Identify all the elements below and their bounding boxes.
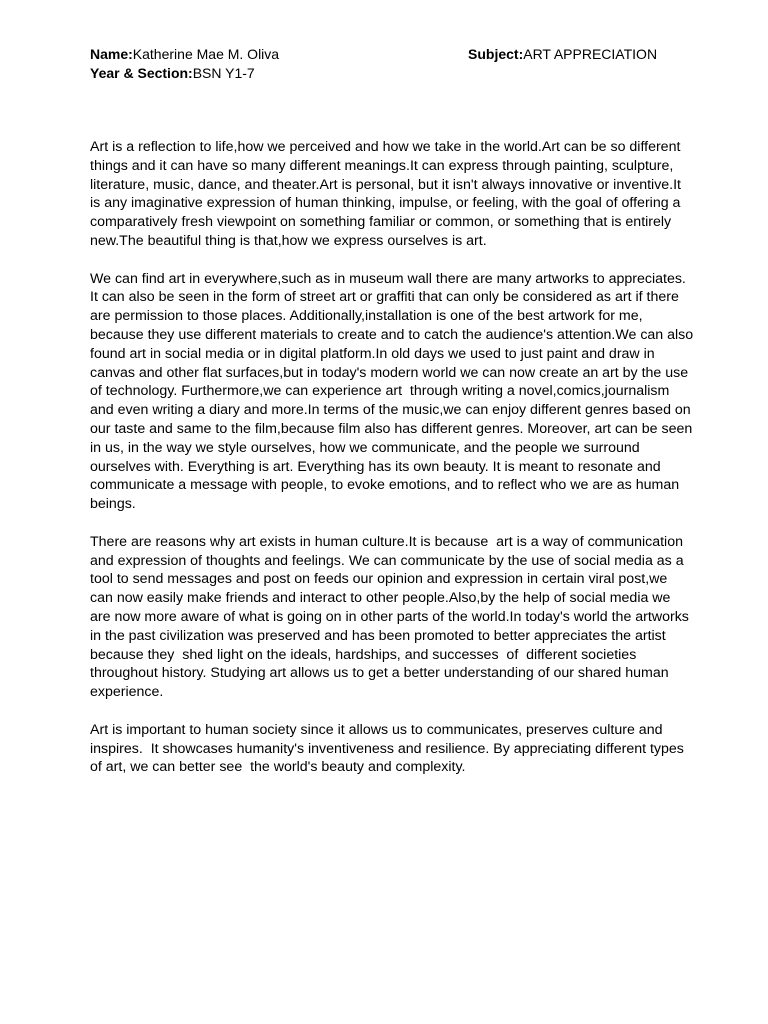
paragraph-line: tool to send messages and post on feeds our opinion and expression in certain viral post,we: [90, 571, 668, 588]
paragraph-line: inspires. It showcases humanity's inventiveness and resilience. By appreciating different types: [90, 740, 684, 757]
paragraph-line: can now easily make friends and interact to other people.Also,by the help of social media we: [90, 590, 671, 607]
paragraph-line: throughout history. Studying art allows us to get a better understanding of our shared human: [90, 665, 669, 682]
name-value: Katherine Mae M. Oliva: [132, 46, 280, 62]
paragraph-line: literature, music, dance, and theater.Art is personal, but it isn't always innovative or inventive.It: [90, 176, 681, 193]
essay-paragraph: [90, 270, 694, 514]
paragraph-line: communicate a message with people, to evoke emotions, and to reflect who we are as human: [90, 477, 680, 494]
paragraph-line: found art in social media or in digital platform.In old days we used to just paint and draw in: [90, 345, 655, 362]
paragraph-line: our taste and same to the film,because film also has different genres. Moreover, art can be seen: [90, 420, 693, 437]
subject-field: [468, 45, 657, 64]
paragraph-line: experience.: [90, 684, 164, 701]
document-header: [90, 45, 690, 83]
paragraph-line: in us, in the way we style ourselves, how we communicate, and the people we surround: [90, 439, 640, 456]
paragraph-line: are permission to those places. Additionally,installation is one of the best artwork for me,: [90, 308, 643, 325]
paragraph-line: and even writing a diary and more.In terms of the music,we can enjoy different genres based on: [90, 402, 691, 419]
essay-paragraph: [90, 533, 690, 702]
paragraph-line: We can find art in everywhere,such as in museum wall there are many artworks to appreciates.: [90, 270, 686, 287]
header-row-1: [90, 45, 690, 64]
paragraph-line: There are reasons why art exists in human culture.It is because art is a way of communication: [90, 533, 683, 550]
paragraph-line: ourselves with. Everything is art. Everything has its own beauty. It is meant to resonate and: [90, 458, 661, 475]
paragraph-line: of technology. Furthermore,we can experience art through writing a novel,comics,journalism: [90, 383, 670, 400]
essay-body: [90, 138, 694, 796]
paragraph-line: are now more aware of what is going on in other parts of the world.In today's world the artworks: [90, 608, 689, 625]
paragraph-line: new.The beautiful thing is that,how we express ourselves is art.: [90, 232, 487, 249]
paragraph-line: in the past civilization was preserved and has been promoted to better appreciates the artist: [90, 627, 666, 644]
paragraph-line: comparatively fresh viewpoint on something familiar or common, or something that is entirely: [90, 214, 672, 231]
subject-value: ART APPRECIATION: [523, 46, 658, 62]
section-label: Year & Section:: [90, 65, 193, 81]
subject-label: Subject:: [468, 46, 524, 62]
paragraph-line: of art, we can better see the world's beauty and complexity.: [90, 759, 466, 776]
paragraph-line: things and it can have so many different meanings.It can express through painting, sculpture,: [90, 157, 674, 174]
paragraph-line: canvas and other flat surfaces,but in today's modern world we can now create an art by the use: [90, 364, 689, 381]
header-row-2: [90, 64, 690, 83]
section-value: BSN Y1-7: [192, 65, 255, 81]
paragraph-line: is any imaginative expression of human thinking, impulse, or feeling, with the goal of offering a: [90, 195, 681, 212]
essay-paragraph: [90, 138, 690, 251]
paragraph-line: Art is important to human society since it allows us to communicates, preserves culture and: [90, 721, 663, 738]
paragraph-line: because they use different materials to create and to catch the audience's attention.We can also: [90, 326, 694, 343]
paragraph-line: and expression of thoughts and feelings. We can communicate by the use of social media as a: [90, 552, 684, 569]
paragraph-line: beings.: [90, 496, 136, 513]
paragraph-line: It can also be seen in the form of street art or graffiti that can only be considered as art if there: [90, 289, 679, 306]
paragraph-line: because they shed light on the ideals, hardships, and successes of different societies: [90, 646, 637, 663]
name-label: Name:: [90, 46, 133, 62]
paragraph-line: Art is a reflection to life,how we perceived and how we take in the world.Art can be so different: [90, 139, 681, 155]
essay-paragraph: [90, 721, 690, 777]
